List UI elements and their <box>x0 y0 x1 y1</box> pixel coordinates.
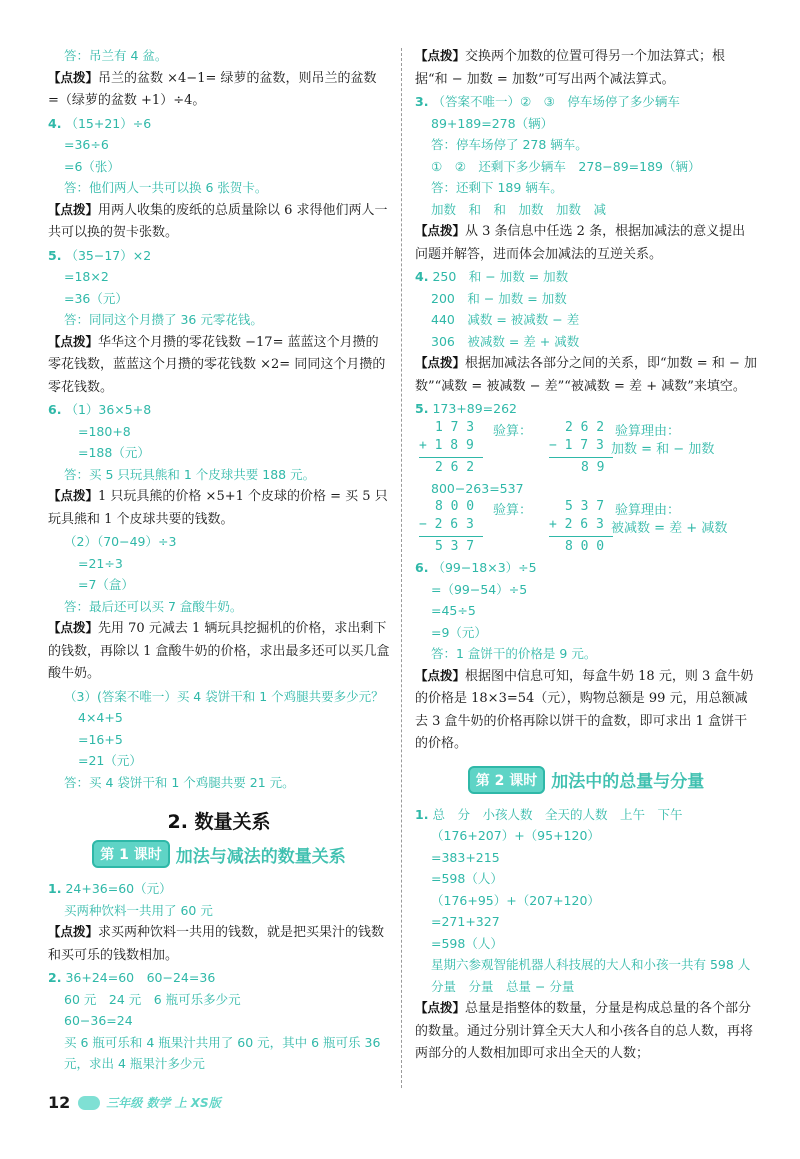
answer-line: =45÷5 <box>431 603 476 618</box>
hint-text: 吊兰的盆数 ×4−1= 绿萝的盆数，则吊兰的盆数 =（绿萝的盆数 +1）÷4。 <box>48 70 377 108</box>
answer-line: =21（元） <box>78 753 142 768</box>
calc-label: 验算理由： <box>615 503 681 518</box>
hint-block <box>48 331 390 400</box>
lesson-badge: 第 2 课时 <box>468 766 546 794</box>
answer-line: 24+36=60（元） <box>65 881 172 896</box>
answer-line: 4×4+5 <box>78 710 123 725</box>
page-footer <box>48 1093 221 1112</box>
hint-tag: 【点拨】 <box>48 620 99 635</box>
answer-line: 36+24=60 60−24=36 <box>65 970 216 985</box>
hint-text: 用两人收集的废纸的总质量除以 6 求得他们两人一共可以换的贺卡张数。 <box>48 202 388 240</box>
lesson-title: 加法与减法的数量关系 <box>175 846 346 867</box>
answer-line: =7（盒） <box>78 577 134 592</box>
answer-line: （35−17）×2 <box>65 247 152 263</box>
question-number: 6. <box>415 560 429 575</box>
hint-tag: 【点拨】 <box>48 201 99 217</box>
answer-line: =16+5 <box>78 731 123 747</box>
lesson-header <box>415 766 757 794</box>
calc-result-digits: 2 6 2 <box>435 459 475 475</box>
question-number: 5. <box>415 401 429 416</box>
answer-line: （176+95）+（207+120） <box>431 892 600 908</box>
calc-mid-digits: − 1 7 3 <box>549 437 604 453</box>
hint-text: 交换两个加数的位置可得另一个加法算式；根据“和 − 加数 = 加数”可写出两个减法算式。 <box>415 49 726 87</box>
answer-line: 60−36=24 <box>64 1013 133 1028</box>
answer-line: （答案不唯一）② ③ 停车场停了多少辆车 <box>432 94 680 109</box>
page-number: 12 <box>48 1093 71 1112</box>
calc-top-digits: 2 6 2 <box>565 419 605 435</box>
answer-line: 加数 和 和 加数 加数 减 <box>431 201 607 217</box>
hint-block <box>415 665 757 756</box>
hint-tag: 【点拨】 <box>415 48 466 63</box>
hint-tag: 【点拨】 <box>415 355 466 370</box>
answer-line: =6（张） <box>64 158 120 174</box>
calc-mid-digits: + 1 8 9 <box>419 437 474 453</box>
lesson-header <box>48 840 390 868</box>
question-number: 1. <box>415 806 429 822</box>
hint-block <box>415 220 757 266</box>
calc-line <box>419 457 483 458</box>
hint-text: 1 只玩具熊的价格 ×5+1 个皮球的价格 = 买 5 只玩具熊和 1 个皮球共要的钱数。 <box>48 489 388 527</box>
calc-label: 验算理由： <box>615 423 681 439</box>
calc-result-digits: 8 9 <box>581 459 605 475</box>
calc-label: 验算： <box>493 423 533 439</box>
answer-line: （15+21）÷6 <box>65 115 152 131</box>
answer-line: =18×2 <box>64 269 109 284</box>
hint-block <box>48 199 390 245</box>
calc-line <box>419 536 483 537</box>
hint-text: 根据加减法各部分之间的关系，即“加数 = 和 − 加数”“减数 = 被减数 − 差”“被减数 = 差 + 减数”来填空。 <box>415 356 757 394</box>
answer-line: （176+207）+（95+120） <box>431 828 600 843</box>
hint-tag: 【点拨】 <box>48 924 99 939</box>
answer-line: 答：还剩下 189 辆车。 <box>431 180 563 195</box>
answer-line: =271+327 <box>431 914 500 929</box>
answer-line: 答：最后还可以买 7 盒酸牛奶。 <box>64 598 243 614</box>
answer-line: 买 6 瓶可乐和 4 瓶果汁共用了 60 元，其中 6 瓶可乐 36 元，求出 4 瓶果汁多少元 <box>64 1034 381 1071</box>
hint-block <box>415 45 757 91</box>
answer-line: =36（元） <box>64 290 128 306</box>
answer-line: =383+215 <box>431 849 500 865</box>
lesson-badge: 第 1 课时 <box>92 840 170 868</box>
answer-line: 分量 分量 总量 − 分量 <box>431 978 575 994</box>
question-number: 3. <box>415 94 429 109</box>
answer-line: （1）36×5+8 <box>65 402 152 417</box>
hint-text: 从 3 条信息中任选 2 条，根据加减法的意义提出问题并解答，进而体会加减法的互逆关系。 <box>415 224 746 262</box>
question-number: 5. <box>48 247 62 263</box>
question-number: 2. <box>48 970 62 985</box>
right-column <box>415 45 757 1066</box>
column-divider <box>401 48 402 1088</box>
calc-top-digits: 8 0 0 <box>435 499 475 514</box>
answer-line: 总 分 小孩人数 全天的人数 上午 下午 <box>432 806 683 822</box>
calc-top-digits: 5 3 7 <box>565 499 605 514</box>
hint-text: 总量是指整体的数量，分量是构成总量的各个部分的数量。通过分别计算全天大人和小孩各自的总人数，再将两部分的人数相加即可求出全天的人数； <box>415 1001 754 1061</box>
answer-line: =（99−54）÷5 <box>431 581 528 597</box>
left-column <box>48 45 390 1075</box>
question-number: 1. <box>48 881 62 896</box>
answer-line: 800−263=537 <box>431 480 524 496</box>
hint-tag: 【点拨】 <box>415 667 466 683</box>
hint-text: 根据图中信息可知，每盒牛奶 18 元，则 3 盒牛奶的价格是 18×3=54（元），购物总额是 99 元，用总额减去 3 盒牛奶的价格再除以饼干的盒数，即可求出 1 盒饼干的价格。 <box>415 668 754 751</box>
answer-line: 440 减数 = 被减数 − 差 <box>431 312 580 327</box>
answer-line: 答：1 盒饼干的价格是 9 元。 <box>431 646 597 661</box>
vertical-calc-block <box>415 420 757 478</box>
calc-reason: 被减数 = 差 + 减数 <box>611 521 728 536</box>
answer-line: 答：买 5 只玩具熊和 1 个皮球共要 188 元。 <box>64 466 316 482</box>
calc-result-digits: 5 3 7 <box>435 539 475 554</box>
question-number: 6. <box>48 402 62 417</box>
calc-line <box>549 536 613 537</box>
hint-text: 求买两种饮料一共用的钱数，就是把买果汁的钱数和买可乐的钱数相加。 <box>48 925 385 963</box>
answer-line: 答：同同这个月攒了 36 元零花钱。 <box>64 312 263 327</box>
answer-line: =188（元） <box>78 445 150 460</box>
hint-tag: 【点拨】 <box>415 223 466 238</box>
question-number: 4. <box>48 115 62 131</box>
calc-label: 验算： <box>493 503 533 518</box>
hint-block <box>48 617 390 686</box>
answer-line: 答：买 4 袋饼干和 1 个鸡腿共要 21 元。 <box>64 774 295 790</box>
hint-block <box>48 921 390 967</box>
answer-line: 60 元 24 元 6 瓶可乐多少元 <box>64 991 241 1007</box>
answer-line: 306 被减数 = 差 + 减数 <box>431 333 580 349</box>
answer-line: （3）(答案不唯一）买 4 袋饼干和 1 个鸡腿共要多少元？ <box>64 688 384 704</box>
hint-block <box>48 67 390 113</box>
section-title: 2. 数量关系 <box>167 811 271 833</box>
hint-tag: 【点拨】 <box>48 333 99 349</box>
answer-line: =9（元） <box>431 624 487 640</box>
calc-mid-digits: + 2 6 3 <box>549 517 604 532</box>
answer-line: =180+8 <box>78 423 131 439</box>
vertical-calc-block <box>415 499 757 557</box>
hint-text: 先用 70 元减去 1 辆玩具挖掘机的价格，求出剩下的钱数，再除以 1 盒酸牛奶的价格，求出最多还可以买几盒酸牛奶。 <box>48 621 390 681</box>
hint-block <box>415 352 757 398</box>
logo-icon <box>78 1096 100 1110</box>
answer-line: =21÷3 <box>78 555 123 571</box>
hint-block <box>48 485 390 531</box>
calc-top-digits: 1 7 3 <box>435 419 475 435</box>
answer-line: 答：他们两人一共可以换 6 张贺卡。 <box>64 180 268 195</box>
answer-line: 173+89=262 <box>432 401 518 416</box>
answer-line: （2）（70−49）÷3 <box>64 534 177 549</box>
hint-tag: 【点拨】 <box>48 488 99 503</box>
answer-line: =36÷6 <box>64 137 109 152</box>
answer-line: =598（人） <box>431 871 503 886</box>
answer-line: =598（人） <box>431 935 503 951</box>
answer-line: 答：吊兰有 4 盆。 <box>64 48 168 63</box>
hint-block <box>415 997 757 1066</box>
answer-line: 89+189=278（辆） <box>431 115 554 131</box>
calc-reason: 加数 = 和 − 加数 <box>611 441 715 457</box>
question-number: 4. <box>415 269 429 284</box>
hint-tag: 【点拨】 <box>48 69 99 85</box>
answer-line: 答：停车场停了 278 辆车。 <box>431 137 588 152</box>
answer-line: 200 和 − 加数 = 加数 <box>431 290 567 306</box>
hint-text: 华华这个月攒的零花钱数 −17= 蓝蓝这个月攒的零花钱数，蓝蓝这个月攒的零花钱数 ×2= 同同这个月攒的零花钱数。 <box>48 334 386 395</box>
calc-result-digits: 8 0 0 <box>565 539 605 554</box>
answer-line: （99−18×3）÷5 <box>432 560 537 575</box>
answer-line: 250 和 − 加数 = 加数 <box>432 269 569 284</box>
answer-line: 买两种饮料一共用了 60 元 <box>64 902 213 918</box>
answer-line: ① ② 还剩下多少辆车 278−89=189（辆） <box>431 158 701 174</box>
calc-line <box>549 457 613 458</box>
lesson-title: 加法中的总量与分量 <box>551 772 705 792</box>
hint-tag: 【点拨】 <box>415 1000 466 1015</box>
footer-label: 三年级 数学 上 XS版 <box>106 1096 221 1110</box>
calc-mid-digits: − 2 6 3 <box>419 517 474 532</box>
answer-line: 星期六参观智能机器人科技展的大人和小孩一共有 598 人 <box>431 957 751 972</box>
